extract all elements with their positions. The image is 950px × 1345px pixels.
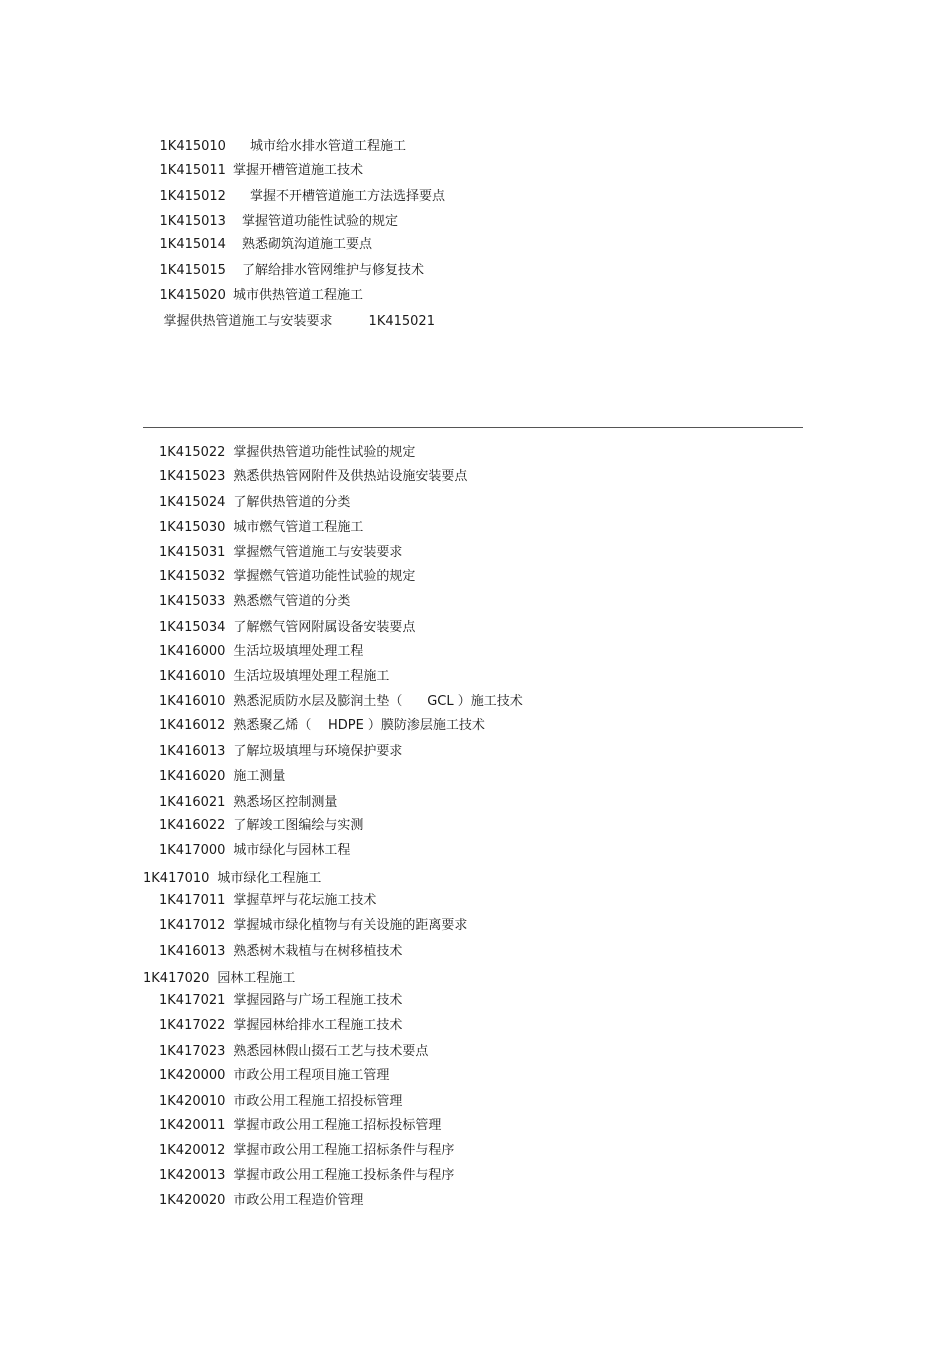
toc-title: 熟悉园林假山掇石工艺与技术要点: [233, 1044, 429, 1059]
toc-code: 1K415011: [159, 163, 226, 178]
toc-code: 1K415020: [159, 288, 226, 303]
toc-code: 1K416012: [159, 718, 226, 733]
toc-title: 熟悉聚乙烯（ HDPE ）膜防渗层施工技术: [233, 718, 485, 733]
toc-code: 1K415030: [159, 520, 226, 535]
toc-entry: [143, 871, 321, 887]
toc-entry: [159, 1044, 428, 1060]
toc-code: 1K416021: [159, 795, 226, 810]
toc-title: 了解给排水管网维护与修复技术: [241, 263, 424, 278]
toc-entry: [159, 993, 402, 1009]
toc-entry: [159, 843, 350, 859]
toc-entry: [159, 545, 402, 561]
toc-title: 熟悉树木栽植与在树移植技术: [233, 944, 403, 959]
toc-code: 1K415013: [159, 214, 226, 229]
toc-entry: [159, 1118, 441, 1134]
toc-code: 1K415024: [159, 495, 226, 510]
toc-entry: [159, 620, 415, 636]
toc-title: 掌握园路与广场工程施工技术: [233, 993, 403, 1008]
toc-entry: [159, 1068, 389, 1084]
toc-title: 掌握草坪与花坛施工技术: [233, 893, 377, 908]
toc-code: 1K415014: [159, 237, 226, 252]
toc-code: 1K420012: [159, 1143, 226, 1158]
toc-code: 1K420000: [159, 1068, 226, 1083]
toc-title: 掌握燃气管道功能性试验的规定: [233, 569, 416, 584]
toc-entry: [159, 669, 389, 685]
toc-title: 掌握开槽管道施工技术: [232, 163, 363, 178]
toc-code: 1K416010: [159, 669, 226, 684]
toc-title: 城市给水排水管道工程施工: [249, 139, 406, 154]
toc-entry: [159, 944, 402, 960]
toc-entry: [159, 469, 467, 485]
toc-code: 1K416020: [159, 769, 226, 784]
toc-title: 城市绿化与园林工程: [233, 843, 351, 858]
toc-entry: [159, 718, 485, 734]
toc-title: 掌握不开槽管道施工方法选择要点: [249, 189, 445, 204]
toc-title: 掌握燃气管道施工与安装要求: [233, 545, 403, 560]
toc-code: 1K417020: [143, 971, 210, 986]
toc-title: 掌握供热管道功能性试验的规定: [233, 445, 416, 460]
toc-title: 掌握市政公用工程施工招标投标管理: [233, 1118, 442, 1133]
toc-title: 熟悉供热管网附件及供热站设施安装要点: [233, 469, 468, 484]
toc-title: 市政公用工程造价管理: [233, 1193, 364, 1208]
toc-code: 1K416010: [159, 694, 226, 709]
toc-title: 城市绿化工程施工: [217, 871, 322, 886]
toc-code: 1K417012: [159, 918, 226, 933]
toc-title: 了解垃圾填埋与环境保护要求: [233, 744, 403, 759]
toc-code: 1K417023: [159, 1044, 226, 1059]
toc-title: 施工测量: [233, 769, 286, 784]
toc-entry: [147, 298, 435, 346]
toc-entry: [159, 445, 415, 461]
toc-entry: [159, 495, 350, 511]
toc-entry: [159, 569, 415, 585]
toc-code: 1K420013: [159, 1168, 226, 1183]
toc-entry: [159, 744, 402, 760]
toc-code: 1K416013: [159, 744, 226, 759]
toc-entry: [159, 594, 350, 610]
toc-title: 了解供热管道的分类: [233, 495, 351, 510]
toc-title: 熟悉场区控制测量: [233, 795, 338, 810]
toc-title: 了解燃气管网附属设备安装要点: [233, 620, 416, 635]
toc-entry: [159, 769, 285, 785]
toc-code: 1K415034: [159, 620, 226, 635]
toc-entry: [159, 918, 467, 934]
toc-code: 1K416000: [159, 644, 226, 659]
toc-title: 城市供热管道工程施工: [232, 288, 363, 303]
toc-code: 1K417010: [143, 871, 210, 886]
toc-code: 1K416013: [159, 944, 226, 959]
toc-entry: [159, 694, 523, 710]
toc-title: 掌握城市绿化植物与有关设施的距离要求: [233, 918, 468, 933]
toc-code: 1K415031: [159, 545, 226, 560]
section-divider: [143, 427, 803, 428]
toc-title: 掌握市政公用工程施工投标条件与程序: [233, 1168, 455, 1183]
toc-title: 了解竣工图编绘与实测: [233, 818, 364, 833]
toc-title: 熟悉泥质防水层及膨润土垫（ GCL ）施工技术: [233, 694, 523, 709]
toc-title: 熟悉燃气管道的分类: [233, 594, 351, 609]
toc-title: 园林工程施工: [217, 971, 296, 986]
toc-code: 1K415012: [159, 189, 226, 204]
toc-code: 1K417022: [159, 1018, 226, 1033]
toc-entry: [159, 1094, 402, 1110]
toc-code: 1K416022: [159, 818, 226, 833]
toc-title: 生活垃圾填埋处理工程: [233, 644, 364, 659]
toc-code: 1K420011: [159, 1118, 226, 1133]
toc-code: 1K415021: [368, 314, 435, 329]
toc-title: 生活垃圾填埋处理工程施工: [233, 669, 390, 684]
toc-entry: [159, 1168, 454, 1184]
toc-entry: [159, 1193, 363, 1209]
toc-code: 1K415032: [159, 569, 226, 584]
toc-code: 1K415023: [159, 469, 226, 484]
toc-code: 1K417000: [159, 843, 226, 858]
toc-title: 掌握园林给排水工程施工技术: [233, 1018, 403, 1033]
toc-code: 1K417011: [159, 893, 226, 908]
toc-entry: [159, 520, 363, 536]
toc-title: 熟悉砌筑沟道施工要点: [241, 237, 372, 252]
toc-code: 1K415015: [159, 263, 226, 278]
toc-title: 掌握管道功能性试验的规定: [241, 214, 398, 229]
toc-entry: [159, 1143, 454, 1159]
toc-code: 1K415010: [159, 139, 226, 154]
toc-entry: [159, 795, 337, 811]
toc-code: 1K415022: [159, 445, 226, 460]
toc-title: 市政公用工程项目施工管理: [233, 1068, 390, 1083]
toc-title: 城市燃气管道工程施工: [233, 520, 364, 535]
toc-title: 市政公用工程施工招投标管理: [233, 1094, 403, 1109]
toc-code: 1K420020: [159, 1193, 226, 1208]
toc-code: 1K417021: [159, 993, 226, 1008]
toc-code: 1K415033: [159, 594, 226, 609]
toc-title: 掌握供热管道施工与安装要求: [163, 314, 333, 329]
toc-entry: [143, 971, 295, 987]
toc-code: 1K420010: [159, 1094, 226, 1109]
toc-entry: [159, 818, 363, 834]
toc-entry: [159, 893, 376, 909]
toc-entry: [159, 1018, 402, 1034]
toc-title: 掌握市政公用工程施工招标条件与程序: [233, 1143, 455, 1158]
toc-entry: [159, 644, 363, 660]
